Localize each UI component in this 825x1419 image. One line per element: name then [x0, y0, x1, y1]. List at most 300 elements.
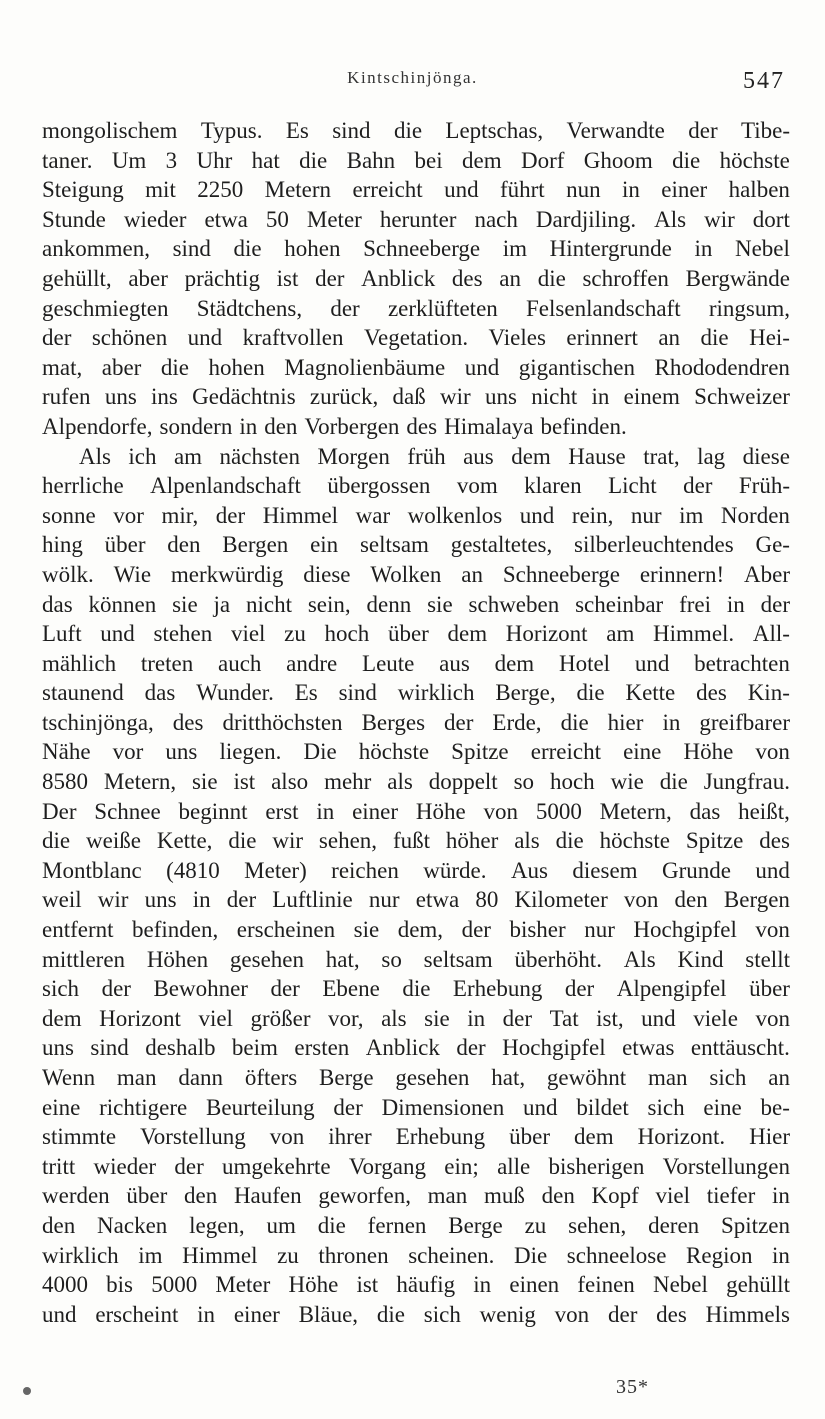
- word: tiefer: [706, 1183, 756, 1209]
- text-line: [42, 590, 790, 620]
- word: sie: [353, 917, 380, 943]
- word: feinen: [577, 1272, 635, 1298]
- word: hohen: [284, 236, 341, 262]
- word: überhöht.: [514, 946, 602, 972]
- word: aber: [128, 265, 168, 291]
- word: am: [173, 443, 203, 469]
- word: von: [483, 798, 518, 824]
- word: Städtchens,: [196, 295, 303, 321]
- word: Uhr: [196, 147, 233, 173]
- word: die: [376, 1301, 405, 1327]
- word: in: [467, 1005, 486, 1031]
- word: dem: [511, 443, 551, 469]
- word: ja: [213, 591, 231, 617]
- word: Magnolienbäume: [284, 354, 446, 380]
- word: mir,: [161, 502, 199, 528]
- word: ein: [310, 532, 339, 558]
- word: um: [266, 1212, 296, 1238]
- word: Meter): [244, 857, 307, 883]
- word: viele: [693, 1005, 738, 1031]
- word: Kopf: [591, 1183, 639, 1209]
- word: in: [621, 177, 640, 203]
- word: reichen: [331, 857, 399, 883]
- word: den: [167, 532, 201, 558]
- word: Nähe: [42, 739, 91, 765]
- word: 8580: [42, 769, 88, 795]
- word: wenig: [479, 1301, 536, 1327]
- word: Bergen: [723, 887, 790, 913]
- word: dem,: [397, 917, 444, 943]
- word: scheinbar: [575, 591, 664, 617]
- word: entfernt: [42, 917, 114, 943]
- word: Alpengipfel: [616, 976, 727, 1002]
- word: uns: [42, 1035, 74, 1061]
- word: Es: [294, 680, 318, 706]
- word: Aber: [744, 561, 790, 587]
- word: beim: [231, 1035, 278, 1061]
- word: mählich: [42, 650, 117, 676]
- word: befinden,: [132, 917, 219, 943]
- word: Luft: [42, 621, 82, 647]
- word: Kin-: [747, 680, 790, 706]
- word: Himmel: [262, 502, 339, 528]
- text-line: [42, 412, 790, 442]
- word: in: [197, 1301, 216, 1327]
- text-line: [42, 1033, 790, 1063]
- word: doppelt: [428, 769, 498, 795]
- word: Um: [111, 147, 147, 173]
- word: nur: [368, 887, 400, 913]
- word: den: [674, 887, 708, 913]
- word: heißt,: [738, 798, 790, 824]
- word: Morgen: [317, 443, 390, 469]
- word: fußt: [392, 828, 430, 854]
- text-line: [42, 1122, 790, 1152]
- text-line: [42, 264, 790, 294]
- word: die: [672, 147, 701, 173]
- word: die: [299, 147, 328, 173]
- word: 5000: [535, 798, 582, 824]
- word: ein;: [444, 1153, 479, 1179]
- word: auch: [217, 650, 262, 676]
- word: Tat: [549, 1005, 579, 1031]
- word: rufen: [42, 384, 91, 410]
- word: nicht: [246, 591, 292, 617]
- word: treten: [140, 650, 194, 676]
- word: muß: [484, 1183, 525, 1209]
- word: Vorstellungen: [662, 1153, 790, 1179]
- text-line: [42, 205, 790, 235]
- word: Vorstellung: [140, 1124, 246, 1150]
- word: Gedächtnis: [192, 384, 296, 410]
- word: ins: [151, 384, 178, 410]
- word: schneelose: [566, 1242, 667, 1268]
- word: bildet: [576, 1094, 629, 1120]
- word: vom: [456, 473, 498, 499]
- word: des: [656, 1301, 687, 1327]
- word: mit: [145, 177, 176, 203]
- word: dort: [752, 206, 790, 232]
- word: etwa: [415, 887, 460, 913]
- word: die: [402, 976, 431, 1002]
- word: Dardjiling.: [535, 206, 637, 232]
- word: stimmte: [42, 1124, 117, 1150]
- word: umgekehrte: [222, 1153, 331, 1179]
- word: frei: [679, 591, 711, 617]
- word: prächtig: [184, 265, 260, 291]
- word: die: [160, 354, 189, 380]
- word: Rhododendren: [654, 354, 790, 380]
- word: trat,: [643, 443, 680, 469]
- word: ankommen,: [42, 236, 150, 262]
- word: dem: [447, 621, 488, 647]
- word: 80: [475, 887, 499, 913]
- word: im: [502, 236, 528, 262]
- word: tschinjönga,: [42, 709, 154, 735]
- ink-speck: [23, 1387, 31, 1395]
- text-line: [42, 826, 790, 856]
- word: über: [387, 621, 429, 647]
- word: nach: [474, 206, 518, 232]
- word: schönen: [91, 325, 168, 351]
- word: Schneeberge: [502, 561, 620, 587]
- word: Grunde: [662, 857, 731, 883]
- word: erinnert: [566, 325, 638, 351]
- word: Vieles: [488, 325, 546, 351]
- word: Haufen: [233, 1183, 302, 1209]
- word: von: [755, 1005, 790, 1031]
- word: geworfen,: [318, 1183, 411, 1209]
- word: sie: [424, 1005, 450, 1031]
- word: des: [406, 413, 438, 439]
- word: hat: [251, 147, 280, 173]
- text-line: [42, 649, 790, 679]
- word: einer: [352, 798, 399, 824]
- word: gehüllt: [726, 1272, 790, 1298]
- word: Höhe: [288, 1272, 339, 1298]
- word: Wie: [113, 561, 152, 587]
- text-line: [42, 234, 790, 264]
- word: Kilometer: [514, 887, 608, 913]
- word: in: [239, 413, 258, 439]
- word: erscheinen: [236, 917, 336, 943]
- word: des: [759, 828, 790, 854]
- word: im: [679, 502, 704, 528]
- text-line: [42, 1093, 790, 1123]
- text-line: [42, 1241, 790, 1271]
- word: der: [564, 976, 595, 1002]
- word: Region: [686, 1242, 753, 1268]
- word: stehen: [153, 621, 213, 647]
- word: die: [42, 828, 71, 854]
- word: gigantischen: [518, 354, 635, 380]
- word: Ebene: [322, 976, 380, 1002]
- word: erreicht: [530, 739, 601, 765]
- running-head: [0, 62, 825, 92]
- word: erst: [265, 798, 299, 824]
- word: zu: [277, 1242, 299, 1268]
- word: bisher: [509, 917, 566, 943]
- word: Vorbergen: [304, 413, 400, 439]
- word: hat,: [325, 946, 360, 972]
- word: an: [499, 265, 521, 291]
- word: Spitze: [685, 828, 744, 854]
- word: Hintergrunde: [549, 236, 672, 262]
- word: silberleuchtendes: [574, 532, 734, 558]
- word: gewöhnt: [546, 1065, 627, 1090]
- word: der: [683, 473, 713, 499]
- word: andre: [286, 650, 338, 676]
- word: Stunde: [42, 206, 106, 232]
- word: Bläue,: [298, 1301, 359, 1327]
- word: betrachten: [694, 650, 790, 676]
- word: Vegetation.: [363, 325, 469, 351]
- word: zu: [524, 1212, 547, 1238]
- word: Hochgipfel: [502, 1035, 606, 1061]
- word: im: [138, 1242, 163, 1268]
- word: aus: [439, 650, 470, 676]
- word: so: [513, 769, 535, 795]
- word: werden: [42, 1183, 110, 1209]
- word: höher: [445, 828, 499, 854]
- word: ist: [233, 769, 256, 795]
- word: Als: [79, 443, 111, 469]
- word: in: [726, 591, 745, 617]
- word: einer: [661, 177, 708, 203]
- word: Dimensionen: [381, 1094, 505, 1120]
- word: herunter: [379, 206, 457, 232]
- word: Erde,: [492, 709, 542, 735]
- word: herrliche: [42, 473, 124, 499]
- word: Alpenlandschaft: [150, 473, 301, 499]
- word: sich: [647, 1094, 685, 1120]
- word: gesehen: [229, 946, 304, 972]
- word: wir: [704, 206, 735, 232]
- word: sind: [90, 1035, 129, 1061]
- word: und: [464, 354, 500, 380]
- word: sich: [423, 1301, 461, 1327]
- word: Leute: [362, 650, 415, 676]
- text-line: [42, 501, 790, 531]
- word: ersten: [294, 1035, 350, 1061]
- word: der: [760, 591, 790, 617]
- word: Hier: [749, 1124, 790, 1150]
- word: Horizont: [99, 1005, 181, 1031]
- body-text: [42, 116, 790, 1329]
- word: (4810: [166, 857, 220, 883]
- word: der: [226, 887, 257, 913]
- word: sie: [191, 769, 218, 795]
- word: an: [768, 1065, 790, 1090]
- word: greifbarer: [699, 709, 790, 735]
- word: uns: [165, 739, 198, 765]
- text-line: [42, 1063, 790, 1093]
- word: Nebel: [652, 1272, 708, 1298]
- word: Höhe: [683, 739, 734, 765]
- word: Anblick: [365, 1035, 440, 1061]
- word: dem: [42, 1005, 82, 1031]
- text-line: [42, 737, 790, 767]
- word: Himmel: [182, 1242, 258, 1268]
- word: nur: [630, 502, 662, 528]
- text-line: [42, 442, 790, 472]
- text-line: [42, 1211, 790, 1241]
- word: gestaltetes,: [450, 532, 553, 558]
- word: Anblick: [361, 265, 436, 291]
- word: thronen: [318, 1242, 389, 1268]
- word: höchste: [719, 147, 790, 173]
- word: und: [523, 1094, 558, 1120]
- word: richtigere: [99, 1094, 188, 1120]
- word: sonne: [42, 502, 96, 528]
- word: Metern,: [103, 769, 177, 795]
- word: Hause: [568, 443, 626, 469]
- word: von: [755, 917, 790, 943]
- word: ihrer: [328, 1124, 372, 1150]
- word: Höhe: [415, 798, 466, 824]
- word: der: [330, 295, 360, 321]
- word: 3: [165, 147, 178, 173]
- word: Felsenlandschaft: [526, 295, 681, 321]
- word: und: [755, 857, 790, 883]
- word: hat,: [491, 1065, 526, 1090]
- text-line: [42, 560, 790, 590]
- word: fernen: [367, 1212, 427, 1238]
- word: der: [215, 502, 246, 528]
- text-line: [42, 1270, 790, 1300]
- word: den: [541, 1183, 575, 1209]
- word: mat,: [42, 354, 83, 380]
- word: dem: [462, 147, 502, 173]
- word: geschmiegten: [42, 295, 169, 321]
- word: Wolken: [370, 561, 442, 587]
- word: ich: [128, 443, 157, 469]
- word: Metern: [264, 177, 332, 203]
- running-title: Kintschinjönga.: [347, 68, 478, 87]
- word: dem: [494, 650, 535, 676]
- word: in: [316, 798, 335, 824]
- word: in: [473, 1272, 492, 1298]
- word: be-: [760, 1094, 790, 1120]
- word: merkwürdig: [170, 561, 284, 587]
- word: erscheint: [95, 1301, 179, 1327]
- word: Spitzen: [721, 1212, 790, 1238]
- word: Berge,: [495, 680, 556, 706]
- word: das: [42, 591, 73, 617]
- word: Als: [654, 206, 687, 232]
- word: Himmel.: [653, 621, 735, 647]
- word: Die: [514, 1242, 548, 1268]
- word: Ghoom: [583, 147, 653, 173]
- word: alle: [497, 1153, 531, 1179]
- word: in: [662, 709, 681, 735]
- word: über: [749, 976, 790, 1002]
- word: die: [659, 769, 688, 795]
- word: und: [187, 325, 223, 351]
- word: weiße: [86, 828, 141, 854]
- word: mehr: [324, 769, 372, 795]
- word: liegen.: [219, 739, 282, 765]
- word: uns: [144, 887, 177, 913]
- word: man: [116, 1065, 157, 1090]
- word: würde.: [423, 857, 487, 883]
- word: in: [192, 887, 211, 913]
- text-line: [42, 974, 790, 1004]
- word: nicht: [531, 384, 578, 410]
- word: diesem: [572, 857, 638, 883]
- text-line: [42, 945, 790, 975]
- word: vor: [113, 502, 144, 528]
- word: von: [554, 1301, 590, 1327]
- word: mittleren: [42, 946, 126, 972]
- word: zu: [284, 621, 306, 647]
- text-line: [42, 353, 790, 383]
- word: Horizont: [505, 621, 588, 647]
- word: stellt: [745, 946, 790, 972]
- word: Nebel: [734, 236, 790, 262]
- word: nur: [584, 917, 615, 943]
- word: früh: [407, 443, 446, 469]
- text-line: [42, 678, 790, 708]
- word: aber: [101, 354, 142, 380]
- word: einer: [233, 1301, 280, 1327]
- word: also: [271, 769, 309, 795]
- word: halben: [728, 177, 790, 203]
- word: bisherigen: [548, 1153, 645, 1179]
- word: Metern,: [599, 798, 672, 824]
- word: viel: [230, 621, 266, 647]
- word: an: [461, 561, 483, 587]
- word: nächsten: [219, 443, 300, 469]
- word: die: [233, 236, 262, 262]
- word: Schneeberge: [363, 236, 481, 262]
- word: von: [623, 887, 659, 913]
- word: höchste: [358, 739, 430, 765]
- word: und: [444, 177, 479, 203]
- word: der: [456, 1035, 486, 1061]
- word: sind: [338, 680, 377, 706]
- word: staunend: [42, 680, 124, 706]
- word: wir: [97, 887, 129, 913]
- word: Luftlinie: [272, 887, 353, 913]
- word: Bergen: [222, 532, 289, 558]
- word: bei: [414, 147, 443, 173]
- word: als: [514, 828, 540, 854]
- word: aus: [463, 443, 494, 469]
- word: hoch: [549, 769, 595, 795]
- word: wolkenlos: [407, 502, 503, 528]
- word: der: [270, 976, 300, 1002]
- text-line: [42, 146, 790, 176]
- word: einen: [509, 1272, 560, 1298]
- word: scheinen.: [408, 1242, 495, 1268]
- word: einem: [623, 384, 680, 410]
- word: Kette: [625, 680, 676, 706]
- word: eine: [42, 1094, 81, 1120]
- text-line: [42, 530, 790, 560]
- word: Verwandte: [566, 118, 665, 143]
- word: 50: [265, 206, 289, 232]
- word: über: [509, 1124, 550, 1150]
- word: wie: [610, 769, 644, 795]
- word: gesehen: [395, 1065, 470, 1090]
- word: Höhen: [146, 946, 209, 972]
- word: beginnt: [178, 798, 248, 824]
- word: Als: [623, 946, 656, 972]
- word: die: [537, 265, 566, 291]
- word: der: [333, 1094, 363, 1120]
- word: die: [393, 118, 423, 143]
